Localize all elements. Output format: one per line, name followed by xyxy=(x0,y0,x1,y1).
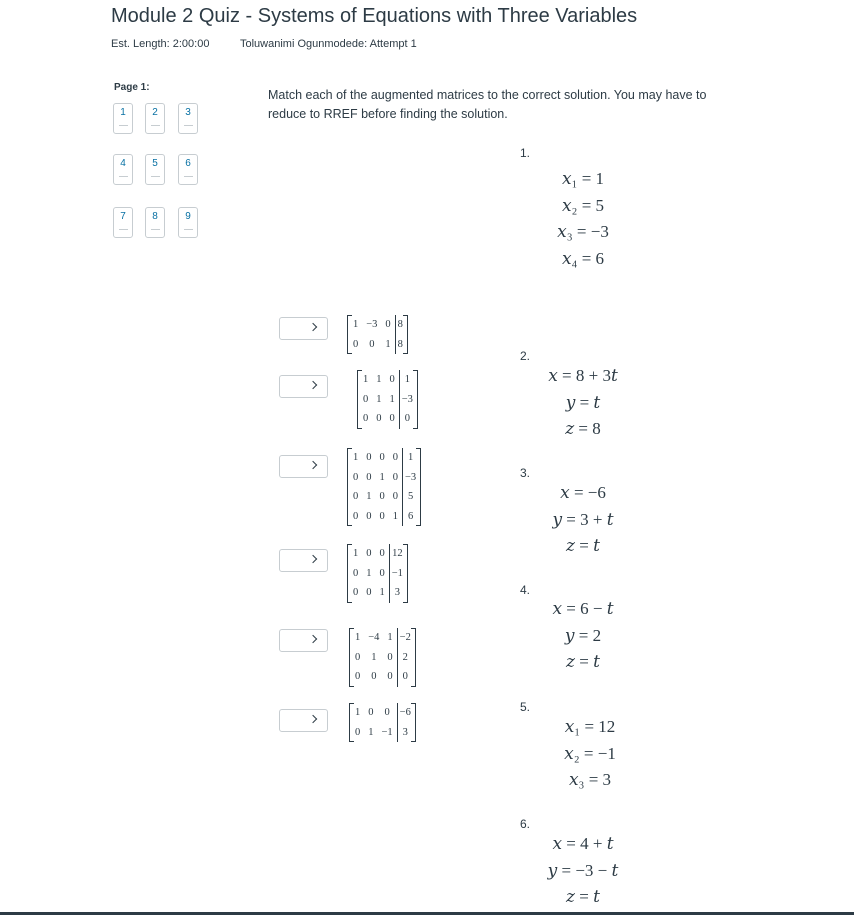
solution-number-1: 1. xyxy=(520,146,531,160)
question-nav-number: 2 xyxy=(152,107,158,118)
solution-equation: 𝑥 = −6 xyxy=(560,483,606,502)
matrix-entry: 0 xyxy=(355,671,361,682)
matrix-entry: 0 xyxy=(363,393,369,405)
matrix-entry: 1 xyxy=(368,726,374,738)
augmented-matrix-4 xyxy=(347,544,408,603)
matrix-row xyxy=(350,335,405,355)
matrix-entry: 0 xyxy=(384,707,390,718)
matrix-row xyxy=(352,667,413,687)
solution-equation: 𝑥 = 6 − 𝑡 xyxy=(552,599,614,618)
attempt-info: Toluwanimi Ogunmodede: Attempt 1 xyxy=(240,38,417,50)
matrix-entry: 0 xyxy=(379,567,385,579)
solution-equation: 𝑥 = 8 + 3𝑡 xyxy=(548,366,618,385)
solution-5 xyxy=(548,714,632,794)
matrix-entry: 0 xyxy=(366,587,372,598)
question-nav-number: 1 xyxy=(120,107,126,118)
matrix-entry: 0 xyxy=(353,471,359,483)
question-nav-number: 4 xyxy=(120,158,126,169)
matrix-row xyxy=(350,564,405,584)
match-select-3[interactable] xyxy=(279,455,328,478)
chevron-down-icon xyxy=(309,461,317,469)
matrix-row xyxy=(360,390,415,410)
matrix-body xyxy=(347,315,408,354)
solution-equation: 𝑥₄ = 6 xyxy=(561,248,605,268)
right-bracket xyxy=(411,703,416,742)
unanswered-mark xyxy=(151,125,160,126)
question-nav-8[interactable] xyxy=(145,207,165,238)
question-nav-number: 5 xyxy=(152,158,158,169)
question-nav-5[interactable] xyxy=(145,154,165,185)
solution-equation: 𝑦 = 𝑡 xyxy=(565,392,601,412)
matrix-entry: 1 xyxy=(389,393,395,405)
matrix-entry: 1 xyxy=(371,651,377,663)
unanswered-mark xyxy=(151,176,160,177)
matrix-entry: 1 xyxy=(353,452,359,463)
augmented-matrix-1 xyxy=(347,315,408,354)
matrix-row xyxy=(350,507,418,527)
right-bracket xyxy=(403,544,408,603)
matrix-row xyxy=(350,448,418,468)
question-instructions: Match each of the augmented matrices to the correct solution. You may have to reduce to RREF before finding the solution. xyxy=(268,88,707,121)
question-nav-number: 9 xyxy=(185,211,191,222)
matrix-row xyxy=(350,315,405,335)
question-nav-6[interactable] xyxy=(178,154,198,185)
unanswered-mark xyxy=(119,176,128,177)
matrix-entry: 0 xyxy=(379,452,385,463)
matrix-entry: 3 xyxy=(397,723,413,743)
matrix-entry: 1 xyxy=(366,491,372,502)
left-bracket xyxy=(347,448,352,526)
right-bracket xyxy=(413,370,418,429)
match-select-5[interactable] xyxy=(279,629,328,652)
matrix-entry: 0 xyxy=(353,567,359,579)
solution-equation: 𝑥₃ = 3 xyxy=(568,770,612,789)
matrix-entry: 1 xyxy=(353,548,359,559)
matrix-entry: 1 xyxy=(376,374,382,385)
right-bracket xyxy=(411,628,416,687)
chevron-down-icon xyxy=(309,635,317,643)
matrix-entry: 1 xyxy=(379,587,385,598)
matrix-entry: −4 xyxy=(368,632,380,643)
match-select-2[interactable] xyxy=(279,375,328,398)
matrix-entry: −6 xyxy=(397,703,413,723)
matrix-row xyxy=(352,723,413,743)
matrix-entry: 1 xyxy=(403,448,419,468)
question-nav-2[interactable] xyxy=(145,103,165,134)
unanswered-mark xyxy=(151,229,160,230)
matrix-entry: 1 xyxy=(387,632,393,643)
left-bracket xyxy=(349,703,354,742)
matrix-entry: 5 xyxy=(403,487,419,507)
matrix-entry: 0 xyxy=(385,319,391,330)
solution-3 xyxy=(541,480,625,560)
matrix-entry: 0 xyxy=(387,671,393,682)
matrix-entry: 1 xyxy=(355,707,361,718)
match-select-6[interactable] xyxy=(279,709,328,732)
matrix-entry: 0 xyxy=(353,587,359,598)
matrix-entry: 0 xyxy=(366,548,372,559)
solution-equation: 𝑧 = 𝑡 xyxy=(566,536,600,555)
matrix-entry: 1 xyxy=(399,370,415,390)
left-bracket xyxy=(349,628,354,687)
matrix-entry: 0 xyxy=(371,671,377,682)
question-nav-7[interactable] xyxy=(113,207,133,238)
solution-equation: 𝑥₂ = 5 xyxy=(561,195,605,215)
augmented-matrix-2 xyxy=(357,370,418,429)
solution-equation: 𝑥 = 4 + 𝑡 xyxy=(552,834,614,853)
quiz-title: Module 2 Quiz - Systems of Equations with Three Variables xyxy=(111,5,638,27)
matrix-entry: −3 xyxy=(399,390,415,410)
solution-equation: 𝑦 = 2 xyxy=(564,625,602,645)
matrix-entry: 0 xyxy=(379,510,385,522)
page-label: Page 1: xyxy=(114,82,150,93)
augmented-matrix-5 xyxy=(349,628,416,687)
question-nav-number: 3 xyxy=(185,107,191,118)
matrix-entry: 0 xyxy=(387,651,393,663)
matrix-entry: 0 xyxy=(399,409,415,429)
solution-6 xyxy=(541,831,625,911)
solution-equation: 𝑧 = 8 xyxy=(565,419,601,438)
matrix-row xyxy=(352,703,413,723)
matrix-body xyxy=(347,448,421,526)
matrix-entry: 0 xyxy=(389,413,395,424)
question-nav-4[interactable] xyxy=(113,154,133,185)
matrix-entry: 6 xyxy=(403,507,419,527)
matrix-entry: −1 xyxy=(389,564,405,584)
augmented-matrix-3 xyxy=(347,448,421,526)
right-bracket xyxy=(416,448,421,526)
question-nav-number: 6 xyxy=(185,158,191,169)
chevron-down-icon xyxy=(309,555,317,563)
matrix-row xyxy=(350,583,405,603)
matrix-entry: 1 xyxy=(363,374,369,385)
matrix-entry: 0 xyxy=(355,726,361,738)
matrix-entry: 8 xyxy=(395,335,405,355)
unanswered-mark xyxy=(184,176,193,177)
question-nav-1[interactable] xyxy=(113,103,133,134)
matrix-entry: 1 xyxy=(355,632,361,643)
matrix-entry: −3 xyxy=(366,319,378,330)
unanswered-mark xyxy=(119,229,128,230)
question-nav-9[interactable] xyxy=(178,207,198,238)
matrix-entry: 0 xyxy=(392,491,398,502)
left-bracket xyxy=(347,544,352,603)
matrix-entry: 0 xyxy=(368,707,374,718)
matrix-entry: 12 xyxy=(389,544,405,564)
matrix-entry: 8 xyxy=(395,315,405,335)
matrix-entry: 1 xyxy=(392,510,398,522)
match-select-4[interactable] xyxy=(279,549,328,572)
matrix-entry: 0 xyxy=(389,374,395,385)
matrix-entry: 0 xyxy=(379,491,385,502)
augmented-matrix-6 xyxy=(349,703,416,742)
solution-number-2: 2. xyxy=(520,349,531,363)
matrix-entry: 1 xyxy=(385,338,391,350)
unanswered-mark xyxy=(184,229,193,230)
matrix-entry: 0 xyxy=(366,510,372,522)
bottom-divider xyxy=(0,912,854,915)
solution-number-5: 5. xyxy=(520,700,531,714)
matrix-entry: 1 xyxy=(366,567,372,579)
matrix-entry: −3 xyxy=(403,468,419,488)
chevron-down-icon xyxy=(309,323,317,331)
matrix-entry: 0 xyxy=(363,413,369,424)
matrix-row xyxy=(360,409,415,429)
solution-equation: 𝑥₂ = −1 xyxy=(564,743,616,763)
matrix-entry: 0 xyxy=(353,491,359,502)
right-bracket xyxy=(403,315,408,354)
left-bracket xyxy=(357,370,362,429)
matrix-entry: 0 xyxy=(392,471,398,483)
unanswered-mark xyxy=(119,125,128,126)
matrix-row xyxy=(360,370,415,390)
solution-number-3: 3. xyxy=(520,466,531,480)
solution-equation: 𝑥₁ = 1 xyxy=(561,169,605,188)
solution-4 xyxy=(541,596,625,676)
matrix-entry: 1 xyxy=(376,393,382,405)
matrix-body xyxy=(349,703,416,742)
matrix-row xyxy=(350,468,418,488)
matrix-row xyxy=(350,544,405,564)
solution-equation: 𝑦 = 3 + 𝑡 xyxy=(552,509,614,529)
solution-equation: 𝑥₁ = 12 xyxy=(564,717,616,736)
matrix-entry: 1 xyxy=(353,319,359,330)
matrix-entry: −1 xyxy=(381,726,393,738)
solution-number-6: 6. xyxy=(520,817,531,831)
matrix-body xyxy=(347,544,408,603)
matrix-entry: 1 xyxy=(379,471,385,483)
matrix-row xyxy=(352,648,413,668)
match-select-1[interactable] xyxy=(279,317,328,340)
matrix-entry: 0 xyxy=(353,510,359,522)
matrix-entry: 0 xyxy=(353,338,359,350)
unanswered-mark xyxy=(184,125,193,126)
solution-equation: 𝑧 = 𝑡 xyxy=(566,887,600,906)
solution-equation: 𝑦 = −3 − 𝑡 xyxy=(547,860,619,880)
matrix-row xyxy=(350,487,418,507)
matrix-entry: 0 xyxy=(376,413,382,424)
matrix-entry: 0 xyxy=(379,548,385,559)
solution-number-4: 4. xyxy=(520,583,531,597)
question-nav-number: 8 xyxy=(152,211,158,222)
matrix-row xyxy=(352,628,413,648)
matrix-entry: 0 xyxy=(369,338,375,350)
matrix-body xyxy=(349,628,416,687)
solution-2 xyxy=(541,363,625,443)
matrix-entry: 2 xyxy=(397,648,413,668)
matrix-body xyxy=(357,370,418,429)
chevron-down-icon xyxy=(309,715,317,723)
question-nav-3[interactable] xyxy=(178,103,198,134)
matrix-entry: 3 xyxy=(389,583,405,603)
question-nav-number: 7 xyxy=(120,211,126,222)
solution-1 xyxy=(541,166,625,272)
matrix-entry: 0 xyxy=(397,667,413,687)
chevron-down-icon xyxy=(309,381,317,389)
est-length: Est. Length: 2:00:00 xyxy=(111,38,210,50)
matrix-entry: −2 xyxy=(397,628,413,648)
matrix-entry: 0 xyxy=(366,471,372,483)
solution-equation: 𝑥₃ = −3 xyxy=(557,222,609,241)
matrix-entry: 0 xyxy=(392,452,398,463)
matrix-entry: 0 xyxy=(366,452,372,463)
solution-equation: 𝑧 = 𝑡 xyxy=(566,652,600,671)
left-bracket xyxy=(347,315,352,354)
matrix-entry: 0 xyxy=(355,651,361,663)
